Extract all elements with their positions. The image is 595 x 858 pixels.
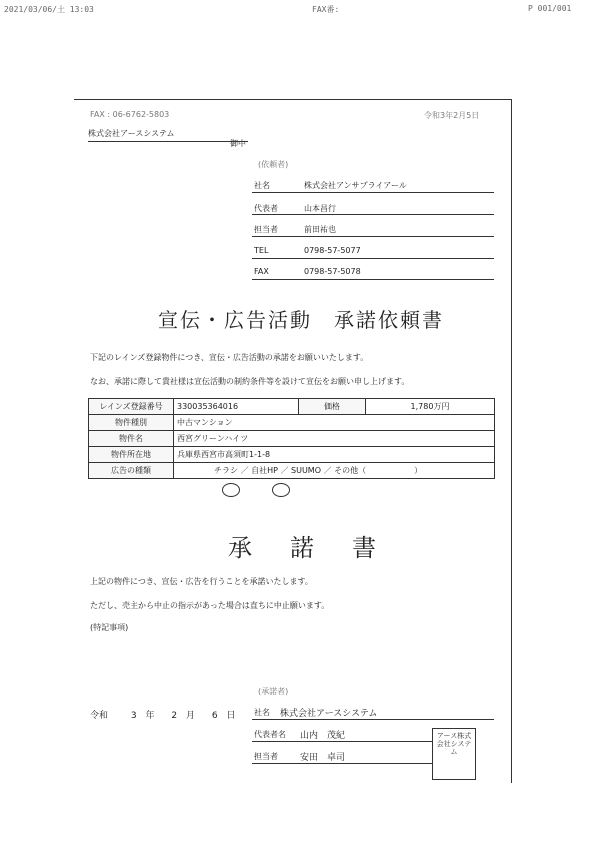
table-row — [89, 399, 495, 415]
price-label: 価格 — [299, 399, 366, 415]
approval-year: 3 — [130, 711, 137, 721]
requester-line — [252, 214, 494, 215]
document-title: 宣伝・広告活動 承諾依頼書 — [158, 308, 444, 332]
seal-text: アース株式会社システム — [436, 732, 472, 756]
fax-header — [0, 0, 595, 20]
reins-number-label: レインズ登録番号 — [89, 399, 174, 415]
acceptance-title: 承諾書 — [228, 534, 414, 562]
approver-line — [252, 719, 494, 720]
property-location-label: 物件所在地 — [89, 447, 174, 463]
property-name-value: 西宮グリーンハイツ — [174, 431, 495, 447]
requester-fax-value: 0798-57-5078 — [304, 267, 361, 276]
fax-datetime: 2021/03/06/土 13:03 — [4, 5, 94, 14]
approver-line — [252, 763, 432, 764]
table-row — [89, 415, 495, 431]
requester-contact-value: 前田祐也 — [304, 225, 336, 234]
table-row — [89, 463, 495, 479]
month-unit: 月 — [186, 711, 196, 721]
approver-representative-value: 山内 茂紀 — [300, 731, 346, 741]
document-right-border — [511, 99, 512, 783]
fax-line: FAX : 06-6762-5803 — [90, 110, 170, 119]
recipient-honorific: 御中 — [230, 139, 246, 148]
requester-heading: (依頼者) — [258, 160, 289, 169]
approver-line — [252, 741, 432, 742]
ad-media-label: 広告の種類 — [89, 463, 174, 479]
acceptance-line-2: ただし、売主から中止の指示があった場合は直ちに中止願います。 — [90, 601, 330, 610]
recipient-underline — [88, 141, 248, 142]
requester-contact-label: 担当者 — [254, 225, 278, 234]
fax-number-label: FAX番: — [312, 5, 340, 14]
requester-line — [252, 279, 494, 280]
approver-heading: (承諾者) — [258, 687, 289, 696]
requester-tel-value: 0798-57-5077 — [304, 246, 361, 255]
requester-company-label: 社名 — [254, 181, 270, 190]
special-notes-label: (特記事項) — [90, 623, 129, 632]
property-location-value: 兵庫県西宮市高須町1-1-8 — [174, 447, 495, 463]
table-row — [89, 447, 495, 463]
property-name-label: 物件名 — [89, 431, 174, 447]
requester-line — [252, 192, 494, 193]
property-type-label: 物件種別 — [89, 415, 174, 431]
price-value: 1,780万円 — [366, 399, 495, 415]
intro-line-1: 下記のレインズ登録物件につき、宣伝・広告活動の承諾をお願いいたします。 — [90, 353, 369, 362]
property-type-value: 中古マンション — [174, 415, 495, 431]
requester-fax-label: FAX — [254, 267, 269, 276]
approver-contact-value: 安田 卓司 — [300, 753, 346, 763]
year-unit: 年 — [145, 711, 155, 721]
requester-tel-label: TEL — [254, 246, 269, 255]
requester-company-value: 株式会社アンサプライアール — [304, 181, 407, 190]
property-info-table — [88, 398, 495, 479]
requester-line — [252, 258, 494, 259]
selected-circle-mark — [222, 483, 240, 497]
approval-day: 6 — [211, 711, 218, 721]
table-row — [89, 431, 495, 447]
fax-page: P 001/001 — [528, 4, 572, 13]
intro-line-2: なお、承諾に際して貴社様は宣伝活動の制約条件等を設けて宣伝をお願い申し上げます。 — [90, 377, 410, 386]
requester-line — [252, 236, 494, 237]
approver-representative-label: 代表者名 — [254, 730, 286, 739]
requester-representative-value: 山本昌行 — [304, 204, 336, 213]
requester-representative-label: 代表者 — [254, 204, 278, 213]
company-seal — [432, 728, 476, 780]
approver-company-label: 社名 — [254, 708, 270, 717]
approval-month: 2 — [171, 711, 178, 721]
acceptance-line-1: 上記の物件につき、宣伝・広告を行うことを承諾いたします。 — [90, 577, 313, 586]
selected-circle-mark — [272, 483, 290, 497]
era-prefix: 令和 — [90, 711, 109, 721]
document-top-border — [74, 99, 511, 100]
document-date: 令和3年2月5日 — [424, 111, 480, 120]
approval-date — [90, 708, 236, 721]
recipient-name: 株式会社アースシステム — [88, 129, 175, 138]
reins-number-value: 330035364016 — [174, 399, 299, 415]
day-unit: 日 — [226, 711, 236, 721]
approver-contact-label: 担当者 — [254, 752, 278, 761]
approver-company-value: 株式会社アースシステム — [280, 709, 378, 719]
ad-media-value: チラシ ／ 自社HP ／ SUUMO ／ その他（ ） — [174, 463, 495, 479]
